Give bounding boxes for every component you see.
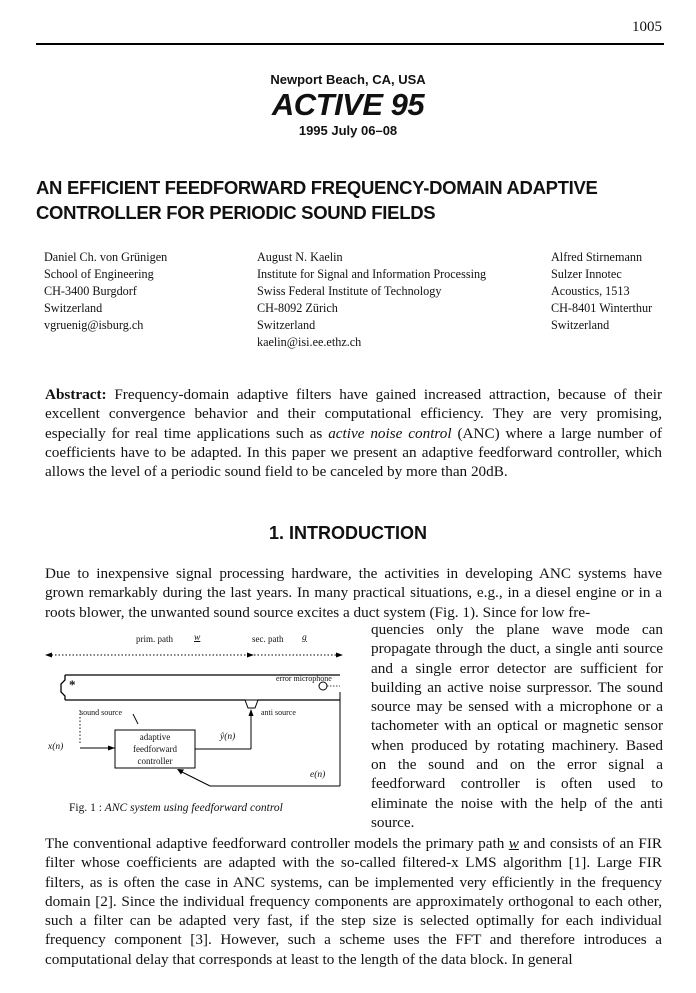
figure-caption-label: Fig. 1 : (69, 802, 105, 814)
duct-closed-end (61, 675, 65, 700)
author-3-country: Switzerland (551, 318, 610, 332)
abstract-text-1: Frequency-domain adaptive filters have gained increased attraction, because of their excellent convergence behavior and their computational efficiency. They are very promising, especially for real time applications such as (45, 386, 662, 442)
controller-label (115, 731, 195, 767)
conference-header (0, 72, 696, 138)
author-1-country: Switzerland (44, 301, 103, 315)
controller-label-line-2: feedforward (133, 744, 177, 754)
intro-paragraph-2 (45, 834, 662, 969)
author-2-affiliation: Institute for Signal and Information Processing (257, 267, 487, 281)
intro-paragraph-lead: Due to inexpensive signal processing hardware, the activities in developing ANC systems have grown remarkably during the last years. In many practical situations, e.g., in a diesel engine or in a roots blower, the unwanted sound source excites a duct system (Fig. 1). Since for low fre- (45, 565, 662, 621)
conference-name: ACTIVE 95 (271, 87, 425, 122)
author-block-2 (257, 249, 486, 351)
sec-path-arrowhead (336, 653, 343, 658)
author-1-name: Daniel Ch. von Grünigen (44, 250, 168, 264)
author-2-institute: Swiss Federal Institute of Technology (257, 284, 442, 298)
sec-path-symbol: g (302, 633, 307, 643)
page-number: 1005 (632, 19, 662, 35)
author-1-address: CH-3400 Burgdorf (44, 284, 137, 298)
intro-paragraph-wrap: quencies only the plane wave mode can propagate through the duct, a single anti source and a single error detector are sufficient for building an active noise surpressor. The sound source may be sensed with a microphone or a tachometer with an optical or magnetic sensor when produced by rotating machinery. Based on the sound and on the error signal a feedforward controller is often used to eliminate the noise with the help of the anti source. (371, 621, 663, 831)
author-2-address: CH-8092 Zürich (257, 301, 338, 315)
title-line-2: CONTROLLER FOR PERIODIC SOUND FIELDS (36, 202, 436, 223)
paper-title (36, 175, 666, 225)
primary-path-symbol: w (508, 835, 519, 852)
prim-path-symbol: w (194, 633, 201, 643)
figure-1 (40, 632, 360, 822)
author-3-affiliation: Sulzer Innotec (551, 267, 622, 281)
author-2-country: Switzerland (257, 318, 316, 332)
section-heading: 1. INTRODUCTION (268, 523, 427, 543)
prim-path-label: prim. path (136, 634, 173, 644)
author-3-name: Alfred Stirnemann (551, 250, 643, 264)
abstract (45, 385, 662, 481)
y-signal-arrowhead (249, 709, 254, 716)
prim-path-arrowhead-right (247, 653, 254, 658)
author-3-address: CH-8401 Winterthur (551, 301, 653, 315)
x-signal-label: x(n) (48, 742, 64, 752)
sec-path-label: sec. path (252, 634, 284, 644)
error-microphone-label: error microphone (276, 674, 332, 683)
abstract-emphasis: active noise control (328, 424, 452, 442)
abstract-label: Abstract: (45, 386, 107, 403)
error-microphone (319, 682, 327, 690)
e-signal-arrowhead (177, 769, 184, 775)
author-1-email[interactable]: vgruenig@isburg.ch (44, 318, 144, 332)
intro-paragraph-2-text-2: and consists of an FIR filter whose coefficients are adapted with the so-called filtered-x LMS algorithm [1]. Large FIR filters, as is often the case in ANC systems, can be implemented very efficiently in the frequency domain [2]. Since the individual frequency components are approximately orthogonal to each other, such a filter can be adapted very fast, if the step size is selected optimally for each individual frequency component [3]. However, such a scheme uses the FFT and therefore introduces a computational delay that corresponds at least to the length of the data block. In general (45, 835, 663, 968)
author-1-affiliation: School of Engineering (44, 267, 154, 281)
sound-source-pointer (133, 714, 138, 724)
author-3-department: Acoustics, 1513 (551, 284, 630, 298)
sound-source-label: sound source (80, 708, 122, 717)
conference-location: Newport Beach, CA, USA (270, 72, 426, 87)
figure-caption-text: ANC system using feedforward control (104, 802, 283, 814)
author-block-3 (551, 249, 652, 334)
author-2-name: August N. Kaelin (257, 250, 343, 264)
anti-source-label: anti source (261, 708, 296, 717)
sound-source-symbol: * (69, 677, 76, 692)
y-signal-label: ŷ(n) (220, 732, 236, 742)
e-signal-diagonal (180, 771, 210, 786)
title-line-1: AN EFFICIENT FEEDFORWARD FREQUENCY-DOMAIN ADAPTIVE (36, 177, 598, 198)
author-2-email[interactable]: kaelin@isi.ee.ethz.ch (257, 335, 362, 349)
abstract-text-2: (ANC) where a large number of coefficients have to be adapted. In this paper we present an adaptive feedforward controller, which allows the level of a periodic sound field to be canceled by more than 20dB. (45, 424, 663, 481)
header-rule (36, 43, 664, 45)
e-signal-label: e(n) (310, 770, 326, 780)
intro-paragraph-2-text-1: The conventional adaptive feedforward controller models the primary path (45, 835, 509, 852)
anti-source-speaker (245, 700, 258, 708)
x-signal-arrowhead (108, 746, 115, 751)
anc-diagram (40, 632, 360, 822)
figure-caption (69, 802, 283, 814)
prim-path-arrowhead-left (45, 653, 52, 658)
author-block-1 (44, 249, 167, 334)
controller-label-line-3: controller (137, 756, 173, 766)
controller-label-line-1: adaptive (139, 732, 171, 742)
conference-date: 1995 July 06–08 (298, 123, 398, 138)
